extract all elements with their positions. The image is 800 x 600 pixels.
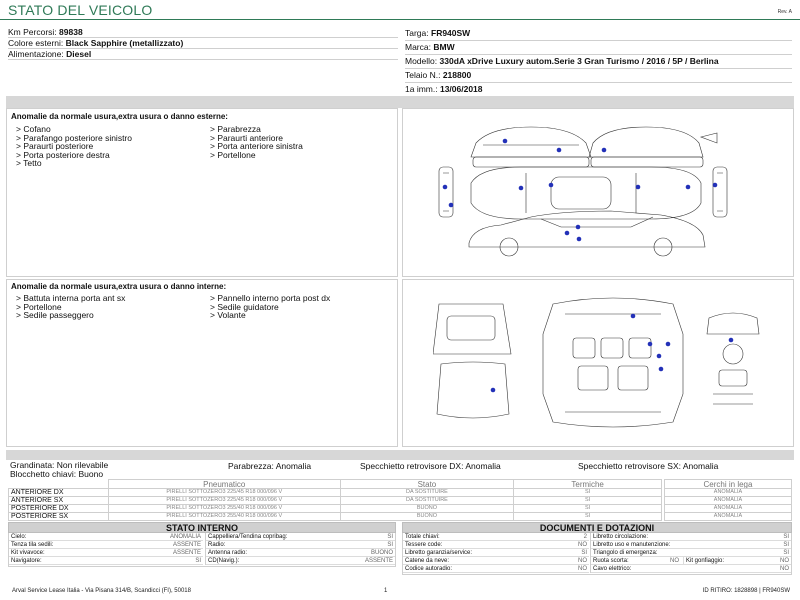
list-item: Libretto garanzia/service: SI [405, 550, 587, 556]
list-item: Libretto circolazione: SI [593, 534, 789, 540]
damage-item: > Volante [210, 310, 246, 320]
damage-dot [519, 186, 524, 191]
kit-gonfiaggio-label: Kit gonfiaggio: [683, 557, 724, 565]
damage-dot [631, 314, 636, 319]
table-row: ANOMALIA [665, 497, 792, 505]
list-item: Totale chiavi: 2 [405, 534, 587, 540]
damage-item: > Battuta interna porta ant sx [16, 293, 126, 303]
external-damage-title: Anomalie da normale usura,extra usura o danno esterne: [11, 112, 228, 121]
external-damage-col2 [210, 125, 303, 159]
damage-dot [565, 231, 570, 236]
car-interior-diagram [433, 294, 773, 434]
car-left-end [439, 167, 453, 217]
chassis-row: Telaio N.: 218800 [405, 69, 792, 83]
damage-item: > Tetto [16, 158, 42, 168]
damage-dot [729, 338, 734, 343]
car-right-end [713, 167, 727, 217]
parabrezza-text: Parabrezza: Anomalia [228, 461, 312, 471]
list-item: Kit vivavoce: ASSENTE [11, 550, 201, 556]
plate-row: Targa: FR940SW [405, 27, 792, 41]
vehicle-info-left [8, 27, 398, 60]
table-row: POSTERIORE SX PIRELLI SOTTOZERO3 255/40 R18 000/096 V BUONO SI [9, 513, 662, 521]
model-row: Modello: 330dA xDrive Luxury autom.Serie 3 Gran Turismo / 2016 / 5P / Berlina [405, 55, 792, 69]
rim-header: Cerchi in lega [665, 480, 792, 489]
kit-gonfiaggio-value: NO [780, 558, 789, 564]
internal-damage-col1 [16, 294, 125, 320]
cabin-top-view [543, 298, 683, 427]
damage-item: > Parabrezza [210, 124, 261, 134]
table-row: ANOMALIA [665, 505, 792, 513]
list-item: CD(Navig.): ASSENTE [208, 558, 393, 564]
footer-id: ID RITIRO: 1828898 | FR940SW [702, 588, 790, 594]
list-item: Ruota scorta: NO Kit gonfiaggio: NO [593, 558, 789, 564]
damage-item: > Paraurti anteriore [210, 132, 283, 143]
damage-item: > Sedile guidatore [210, 301, 279, 312]
specchietto-dx-text: Specchietto retrovisore DX: Anomalia [360, 461, 501, 471]
damage-dot [491, 388, 496, 393]
tyre-header: Pneumatico [108, 480, 340, 489]
damage-item: > Porta anteriore sinistra [210, 141, 303, 151]
documenti-title: DOCUMENTI E DOTAZIONI [402, 522, 792, 533]
blocchetto-text: Blocchetto chiavi: Buono [10, 468, 104, 479]
table-row: ANTERIORE SX PIRELLI SOTTOZERO3 225/45 R18 000/096 V DA SOSTITUIRE SI [9, 497, 662, 505]
damage-dot [576, 225, 581, 230]
section-bar-2 [6, 450, 794, 460]
internal-damage-title: Anomalie da normale usura,extra usura o danno interne: [11, 282, 227, 291]
grandinata-text: Grandinata: Non rilevabile [10, 460, 109, 470]
damage-dot [449, 203, 454, 208]
revision-label: Rev. A [777, 9, 792, 15]
damage-dot [503, 139, 508, 144]
stato-interno-box [8, 522, 396, 567]
rims-table [664, 479, 792, 521]
list-item: Libretto uso e manutenzione: SI [593, 542, 789, 548]
damage-dot [657, 354, 662, 359]
damage-dot [557, 148, 562, 153]
tyres-table [8, 479, 662, 521]
damage-dot [636, 185, 641, 190]
damage-dot [648, 342, 653, 347]
list-item: Tenza tila sedili: ASSENTE [11, 542, 201, 548]
external-damage-panel [6, 108, 398, 277]
car-rear-view [589, 127, 717, 167]
list-item: Navigatore: SI [11, 558, 201, 564]
list-item: Tessere code: NO [405, 542, 587, 548]
damage-dot [686, 185, 691, 190]
internal-damage-panel [6, 279, 398, 447]
list-item: Cappelliera/Tendina copribag: SI [208, 534, 393, 540]
km-row: Km Percorsi: 89838 [8, 27, 398, 38]
table-row: ANOMALIA [665, 489, 792, 497]
list-item: Antenna radio: BUONO [208, 550, 393, 556]
footer-company: Arval Service Lease Italia - Via Pisana 314/B, Scandicci (FI), 50018 [12, 588, 191, 594]
section-bar [6, 96, 794, 108]
color-row: Colore esterni: Black Sapphire (metallizzato) [8, 38, 398, 49]
car-exterior-diagram [431, 123, 731, 263]
damage-dot [443, 185, 448, 190]
damage-item: > Cofano [16, 124, 51, 134]
documenti-box [402, 522, 792, 575]
damage-item: > Porta posteriore destra [16, 149, 110, 160]
registration-row: 1a imm.: 13/06/2018 [405, 83, 792, 97]
table-row: ANOMALIA [665, 513, 792, 521]
vehicle-info-right [405, 27, 792, 97]
internal-diagram-panel [402, 279, 794, 447]
state-header: Stato [340, 480, 514, 489]
damage-item: > Pannello interno porta post dx [210, 293, 331, 303]
status-left [10, 461, 108, 478]
damage-item: > Portellone [16, 301, 62, 312]
list-item: Triangolo di emergenza: SI [593, 550, 789, 556]
list-item: Radio: SI [208, 542, 393, 548]
damage-dot [549, 183, 554, 188]
thermal-header: Termiche [514, 480, 662, 489]
internal-damage-col2 [210, 294, 330, 320]
damage-dot [666, 342, 671, 347]
damage-item: > Portellone [210, 149, 256, 160]
damage-dot [659, 367, 664, 372]
tailgate-view [433, 304, 511, 418]
list-item: Catene da neve: NO [405, 558, 587, 564]
list-item: Cielo: ANOMALIA [11, 534, 201, 540]
stato-interno-title: STATO INTERNO [8, 522, 396, 533]
brand-row: Marca: BMW [405, 41, 792, 55]
external-diagram-panel [402, 108, 794, 277]
damage-dot [713, 183, 718, 188]
page-title: STATO DEL VEICOLO [8, 2, 153, 18]
damage-item: > Sedile passeggero [16, 310, 94, 320]
table-row: POSTERIORE DX PIRELLI SOTTOZERO3 255/40 R18 000/096 V BUONO SI [9, 505, 662, 513]
list-item: Codice autoradio: NO [405, 566, 587, 572]
footer-page-number: 1 [384, 588, 388, 594]
specchietto-sx-text: Specchietto retrovisore SX: Anomalia [578, 461, 719, 471]
list-item: Cavo elettrico: NO [593, 566, 789, 572]
table-row: ANTERIORE DX PIRELLI SOTTOZERO3 225/45 R18 000/096 V DA SOSTITUIRE SI [9, 489, 662, 497]
damage-dot [577, 237, 582, 242]
external-damage-col1 [16, 125, 132, 168]
damage-item: > Paraurti posteriore [16, 141, 94, 151]
fuel-row: Alimentazione: Diesel [8, 49, 398, 60]
title-divider [0, 19, 800, 20]
damage-item: > Parafango posteriore sinistro [16, 132, 132, 143]
dashboard-view [707, 313, 759, 404]
car-front-view [471, 127, 591, 167]
damage-dot [602, 148, 607, 153]
